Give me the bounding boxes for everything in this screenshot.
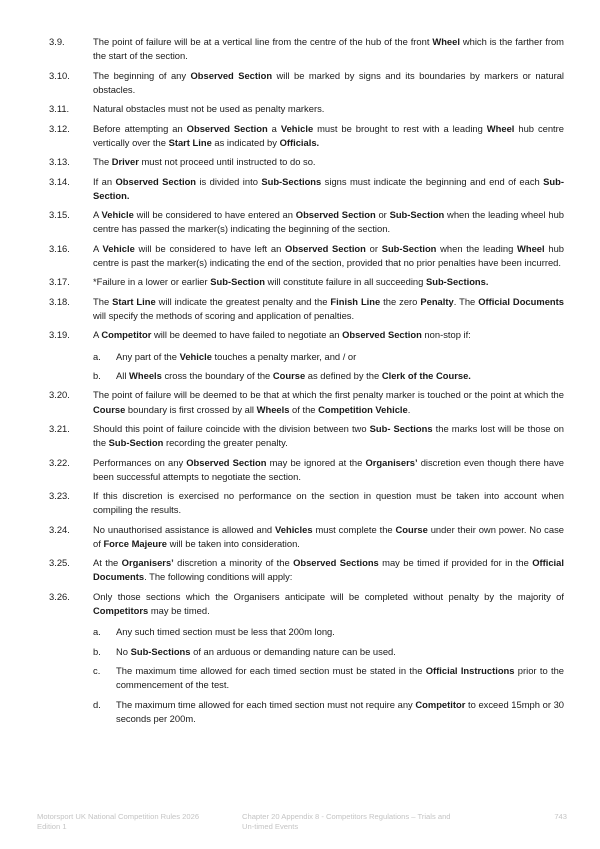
- clause-item: [49, 102, 564, 116]
- text-run: If an: [93, 175, 116, 187]
- defined-term: Course: [93, 403, 126, 415]
- sub-clause-text: [116, 625, 564, 639]
- clause-text: [93, 102, 564, 116]
- clause-paragraph: [93, 35, 564, 63]
- text-run: If this discretion is exercised no performance on the section in question must be taken into account when compiling the results.: [93, 490, 564, 516]
- text-run: Any such timed section must be less that 200m long.: [116, 626, 335, 638]
- clause-text: [93, 122, 564, 150]
- text-run: discretion even though there have been successful attempts to negotiate the section.: [93, 456, 564, 482]
- defined-term: Sub-Section: [108, 437, 164, 449]
- defined-term: Official Instructions: [425, 665, 515, 677]
- clause-number: 3.14.: [49, 175, 70, 187]
- text-run: Performances on any: [93, 456, 187, 468]
- defined-term: Observed Section: [285, 242, 366, 254]
- clause-paragraph: [93, 295, 564, 323]
- text-run: will specify the methods of scoring and application of penalties.: [93, 309, 355, 321]
- clause-item: [49, 523, 564, 551]
- defined-term: Vehicle: [280, 122, 314, 134]
- sub-clause-letter: b.: [93, 369, 101, 381]
- clause-number: 3.22.: [49, 456, 70, 468]
- clause-number: 3.19.: [49, 329, 70, 341]
- defined-term: Officials.: [279, 136, 320, 148]
- text-run: All: [116, 369, 130, 381]
- text-run: will be deemed to have failed to negotiate an: [151, 329, 343, 341]
- defined-term: Sub- Sections: [369, 422, 433, 434]
- text-run: *Failure in a lower or earlier: [93, 276, 211, 288]
- defined-term: Organisers’: [121, 557, 174, 569]
- sub-clause-letter: c.: [93, 665, 101, 677]
- clause-text: [93, 590, 564, 731]
- clause-item: [49, 122, 564, 150]
- text-run: when the leading wheel hub centre has passed the marker(s) indicating the beginning of the section.: [93, 209, 564, 235]
- clause-text: [93, 275, 564, 289]
- text-run: boundary is first crossed by all: [125, 403, 257, 415]
- clause-number: 3.17.: [49, 276, 70, 288]
- clause-number: 3.24.: [49, 523, 70, 535]
- defined-term: Competitors: [93, 605, 149, 617]
- sub-clause-item: [93, 645, 564, 659]
- clause-paragraph: [93, 275, 564, 289]
- text-run: Only those sections which the Organisers anticipate will be completed without penalty by the majority of: [93, 590, 564, 602]
- text-run: will be taken into consideration.: [167, 537, 300, 549]
- text-run: .: [407, 403, 411, 415]
- defined-term: Observed Section: [186, 456, 267, 468]
- clause-text: [93, 489, 564, 517]
- text-run: must not proceed until instructed to do so.: [138, 156, 316, 168]
- text-run: recording the greater penalty.: [163, 437, 288, 449]
- text-run: must be brought to rest with a leading: [313, 122, 487, 134]
- text-run: The maximum time allowed for each timed section must be stated in the: [116, 665, 426, 677]
- text-run: cross the boundary of the: [161, 369, 273, 381]
- clause-text: [93, 35, 564, 63]
- clause-item: [49, 242, 564, 270]
- clause-text: [93, 242, 564, 270]
- clause-item: [49, 175, 564, 203]
- clause-paragraph: [93, 489, 564, 517]
- text-run: the marks lost will be those on the: [93, 422, 565, 449]
- clause-paragraph: [93, 590, 564, 618]
- defined-term: Sub-Section.: [93, 175, 564, 201]
- text-run: when the leading: [436, 242, 518, 254]
- defined-term: Observed Sections: [293, 557, 379, 569]
- text-run: The: [93, 295, 113, 307]
- defined-term: Sub-Section: [381, 242, 437, 254]
- sub-clause-text: [116, 350, 564, 364]
- sub-clause-item: [93, 350, 564, 364]
- clause-paragraph: [93, 328, 564, 342]
- defined-term: Observed Section: [115, 175, 197, 187]
- clause-paragraph: [93, 122, 564, 150]
- clause-item: [49, 328, 564, 388]
- text-run: touches a penalty marker, and / or: [211, 350, 357, 362]
- footer-edition: Edition 1: [37, 822, 67, 831]
- defined-term: Observed Section: [186, 122, 268, 134]
- defined-term: Sub-Sections.: [425, 276, 489, 288]
- clause-item: [49, 489, 564, 517]
- clause-number: 3.25.: [49, 557, 70, 569]
- text-run: At the: [93, 557, 122, 569]
- text-run: The beginning of any: [93, 69, 191, 81]
- clause-paragraph: [93, 69, 564, 97]
- sub-clause-text: [116, 369, 564, 383]
- clause-number: 3.21.: [49, 422, 70, 434]
- clause-item: [49, 155, 564, 169]
- clause-number: 3.11.: [49, 103, 70, 115]
- clause-paragraph: [93, 208, 564, 236]
- clause-number: 3.13.: [49, 156, 70, 168]
- text-run: will be considered to have left an: [134, 242, 286, 254]
- defined-term: Official Documents: [478, 295, 564, 307]
- clause-item: [49, 275, 564, 289]
- defined-term: Wheels: [129, 369, 162, 381]
- clause-item: [49, 590, 564, 731]
- defined-term: Driver: [111, 156, 139, 168]
- clause-number: 3.20.: [49, 389, 70, 401]
- text-run: Any part of the: [116, 350, 180, 362]
- clause-item: [49, 295, 564, 323]
- clause-number: 3.9.: [49, 36, 65, 47]
- clause-item: [49, 456, 564, 484]
- clause-item: [49, 35, 564, 63]
- text-run: a: [267, 122, 281, 134]
- text-run: No unauthorised assistance is allowed and: [93, 523, 276, 535]
- text-run: The maximum time allowed for each timed section must not require any: [116, 698, 416, 710]
- text-run: will constitute failure in all succeeding: [264, 276, 426, 288]
- sub-clause-letter: a.: [93, 626, 101, 638]
- text-run: A: [93, 209, 102, 221]
- text-run: as indicated by: [211, 136, 280, 148]
- sub-clause-text: [116, 698, 564, 726]
- text-run: of the: [289, 403, 319, 415]
- text-run: . The: [453, 295, 479, 307]
- text-run: will be marked by signs and its boundaries by markers or natural obstacles.: [93, 69, 565, 95]
- footer-page-number: 743: [554, 812, 567, 821]
- sub-clause-list: [49, 625, 564, 726]
- defined-term: Vehicle: [102, 242, 135, 254]
- sub-clause-item: [93, 664, 564, 692]
- clause-number: 3.12.: [49, 122, 70, 134]
- text-run: may be timed if provided for in the: [378, 557, 533, 569]
- clause-paragraph: [93, 523, 564, 551]
- clause-text: [93, 422, 564, 450]
- footer-publication: [37, 812, 217, 832]
- defined-term: Vehicle: [101, 209, 134, 221]
- clause-text: [93, 456, 564, 484]
- clause-paragraph: [93, 155, 564, 169]
- clause-item: [49, 69, 564, 97]
- defined-term: Vehicles: [275, 523, 313, 535]
- defined-term: Sub-Sections: [261, 175, 322, 187]
- text-run: or: [375, 209, 390, 221]
- text-run: hub centre vertically over the: [93, 122, 564, 148]
- defined-term: Wheels: [256, 403, 290, 415]
- defined-term: Start Line: [112, 295, 156, 307]
- text-run: the zero: [380, 295, 421, 307]
- text-run: or: [365, 242, 382, 254]
- defined-term: Finish Line: [330, 295, 381, 307]
- clause-paragraph: [93, 102, 564, 116]
- text-run: A: [93, 242, 103, 254]
- clause-text: [93, 523, 564, 551]
- defined-term: Organisers’: [365, 456, 418, 468]
- defined-term: Sub-Sections: [130, 645, 191, 657]
- text-run: as defined by the: [305, 369, 382, 381]
- clause-paragraph: [93, 242, 564, 270]
- clause-text: [93, 175, 564, 203]
- clause-number: 3.23.: [49, 490, 70, 502]
- text-run: hub centre is past the marker(s) indicating the end of the section, provided that no prior penalties have been incurred.: [93, 242, 564, 268]
- clause-number: 3.26.: [49, 590, 70, 602]
- defined-term: Observed Section: [295, 209, 376, 221]
- footer-chapter: [242, 812, 492, 832]
- clause-text: [93, 388, 564, 416]
- rules-list: [49, 35, 564, 731]
- text-run: discretion a minority of the: [173, 557, 294, 569]
- defined-term: Wheel: [517, 242, 545, 254]
- clause-paragraph: [93, 422, 564, 450]
- clause-paragraph: [93, 456, 564, 484]
- text-run: to exceed 15mph or 30 seconds per 200m.: [116, 698, 564, 724]
- clause-text: [93, 295, 564, 323]
- defined-term: Sub-Section: [210, 276, 265, 288]
- defined-term: Observed Section: [342, 329, 422, 341]
- clause-paragraph: [93, 388, 564, 416]
- defined-term: Competition Vehicle: [318, 403, 408, 415]
- text-run: may be ignored at the: [266, 456, 366, 468]
- text-run: prior to the commencement of the test.: [116, 665, 564, 691]
- text-run: Should this point of failure coincide with the division between two: [93, 422, 370, 434]
- text-run: Before attempting an: [93, 122, 187, 134]
- footer-publication-title: Motorsport UK National Competition Rules 2026: [37, 812, 200, 821]
- text-run: signs must indicate the beginning and end of each: [321, 175, 544, 187]
- text-run: is divided into: [196, 175, 262, 187]
- clause-paragraph: [93, 556, 564, 584]
- defined-term: Competitor: [415, 698, 466, 710]
- sub-clause-letter: a.: [93, 350, 101, 362]
- text-run: will be considered to have entered an: [133, 209, 296, 221]
- defined-term: Sub-Section: [389, 209, 445, 221]
- sub-clause-text: [116, 664, 564, 692]
- clause-number: 3.10.: [49, 69, 70, 81]
- clause-paragraph: [93, 175, 564, 203]
- text-run: may be timed.: [148, 605, 210, 617]
- clause-number: 3.16.: [49, 242, 70, 254]
- defined-term: Official Documents: [93, 557, 564, 583]
- clause-text: [93, 208, 564, 236]
- text-run: of an arduous or demanding nature can be used.: [190, 645, 396, 657]
- sub-clause-letter: d.: [93, 698, 101, 710]
- clause-text: [93, 155, 564, 169]
- text-run: will indicate the greatest penalty and the: [155, 295, 331, 307]
- text-run: which is the farther from the start of the section.: [93, 36, 564, 62]
- defined-term: Penalty: [420, 295, 454, 307]
- sub-clause-text: [116, 645, 564, 659]
- text-run: The point of failure will be deemed to be that at which the first penalty marker is touched or the point at which the: [93, 389, 564, 401]
- clause-item: [49, 422, 564, 450]
- defined-term: Start Line: [168, 136, 212, 148]
- clause-item: [49, 208, 564, 236]
- text-run: The point of failure will be at a vertical line from the centre of the hub of the front: [93, 36, 433, 47]
- text-run: No: [116, 645, 131, 657]
- sub-clause-letter: b.: [93, 645, 101, 657]
- footer-chapter-line1: Chapter 20 Appendix 8 - Competitors Regulations – Trials and: [242, 812, 451, 821]
- sub-clause-item: [93, 625, 564, 639]
- clause-number: 3.15.: [49, 209, 70, 221]
- defined-term: Wheel: [486, 122, 515, 134]
- clause-item: [49, 388, 564, 416]
- defined-term: Course: [395, 523, 428, 535]
- clause-number: 3.18.: [49, 295, 70, 307]
- defined-term: Observed Section: [190, 69, 273, 81]
- footer-chapter-line2: Un-timed Events: [242, 822, 299, 831]
- clause-text: [93, 328, 564, 388]
- defined-term: Wheel: [432, 36, 460, 47]
- defined-term: Clerk of the Course.: [381, 369, 471, 381]
- clause-text: [93, 556, 564, 584]
- text-run: The: [93, 156, 112, 168]
- text-run: must complete the: [312, 523, 396, 535]
- text-run: under their own power. No case of: [93, 523, 564, 549]
- clause-text: [93, 69, 564, 97]
- defined-term: Vehicle: [179, 350, 212, 362]
- sub-clause-item: [93, 369, 564, 383]
- text-run: Natural obstacles must not be used as penalty markers.: [93, 103, 325, 115]
- text-run: . The following conditions will apply:: [144, 571, 293, 583]
- sub-clause-item: [93, 698, 564, 726]
- text-run: A: [93, 329, 102, 341]
- sub-clause-list: [49, 350, 564, 384]
- clause-item: [49, 556, 564, 584]
- defined-term: Force Majeure: [103, 537, 168, 549]
- text-run: non-stop if:: [421, 329, 471, 341]
- defined-term: Course: [272, 369, 306, 381]
- defined-term: Competitor: [101, 329, 152, 341]
